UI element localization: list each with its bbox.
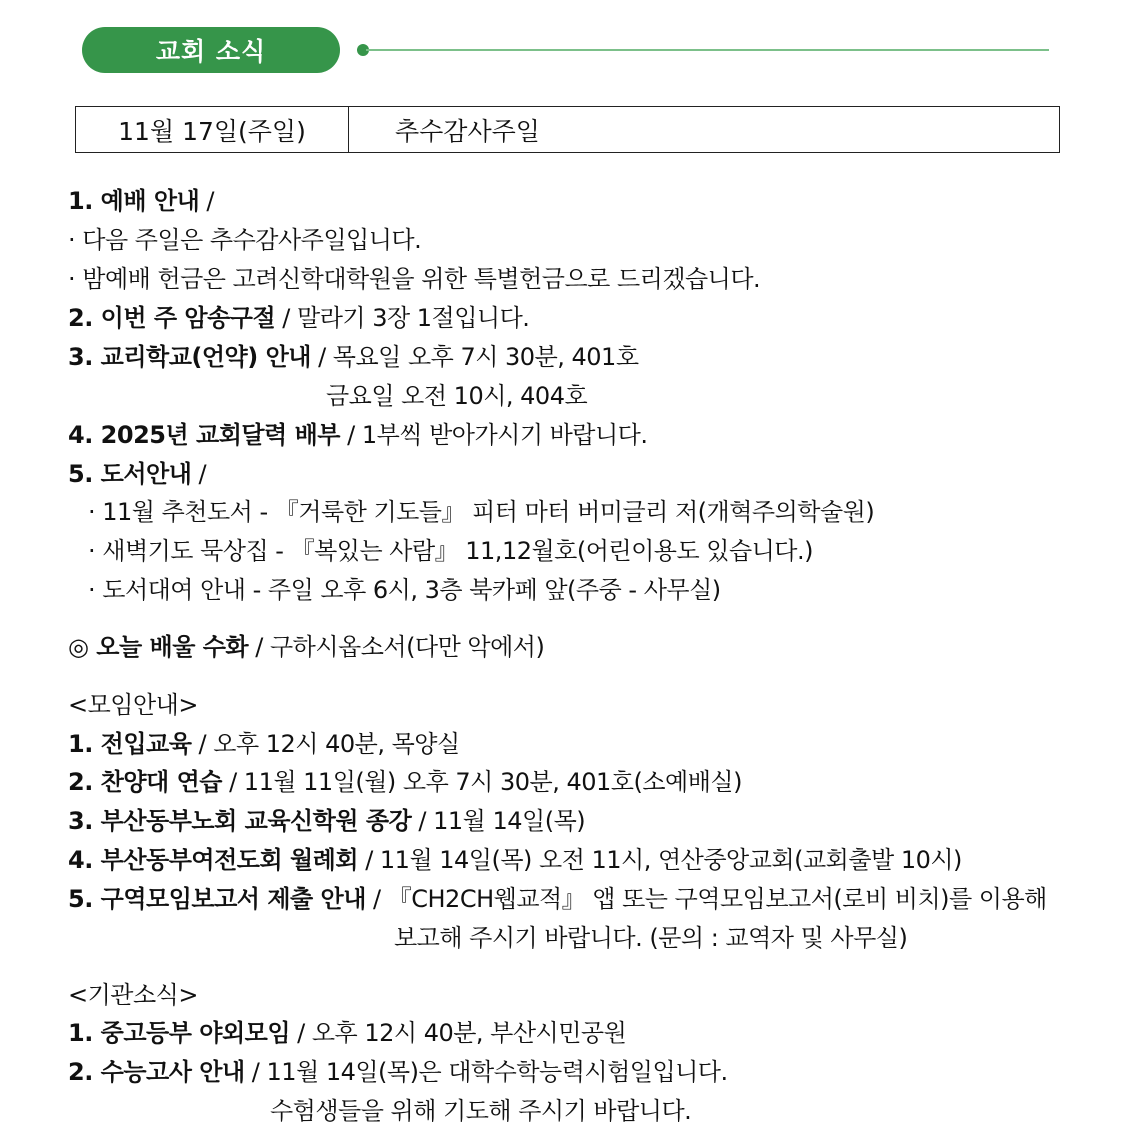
line-text: / 오후 12시 40분, 부산시민공원 (290, 1019, 627, 1047)
line-heading: 2. 찬양대 연습 (68, 768, 222, 796)
news-line (88, 496, 874, 528)
news-line (68, 263, 760, 295)
line-text: · 다음 주일은 추수감사주일입니다. (68, 226, 422, 254)
line-heading: 1. 중고등부 야외모임 (68, 1019, 290, 1047)
line-text: / (199, 187, 214, 215)
line-text: <기관소식> (68, 981, 198, 1009)
news-line (88, 535, 813, 567)
line-heading: 2. 이번 주 암송구절 (68, 304, 276, 332)
line-heading: 4. 부산동부여전도회 월례회 (68, 846, 359, 874)
line-heading: 2. 수능고사 안내 (68, 1058, 245, 1086)
news-line (68, 1056, 728, 1088)
news-line (88, 574, 721, 606)
section-title: 교회 소식 (82, 27, 340, 73)
line-text: / 1부씩 받아가시기 바랍니다. (339, 421, 648, 449)
line-text: / 11월 14일(목) 오전 11시, 연산중앙교회(교회출발 10시) (358, 846, 962, 874)
line-text: / 11월 11일(월) 오후 7시 30분, 401호(소예배실) (221, 768, 742, 796)
news-line (68, 224, 421, 256)
line-text: / 11월 14일(목) (411, 807, 586, 835)
line-text: · 도서대여 안내 - 주일 오후 6시, 3층 북카페 앞(주중 - 사무실) (88, 576, 721, 604)
line-heading: 5. 도서안내 (68, 460, 192, 488)
line-heading: 3. 교리학교(언약) 안내 (68, 343, 311, 371)
line-text: <모임안내> (68, 691, 198, 719)
news-line (68, 883, 1047, 915)
line-text: / 구하시옵소서(다만 악에서) (248, 633, 545, 661)
line-text: · 밤예배 헌금은 고려신학대학원을 위한 특별헌금으로 드리겠습니다. (68, 265, 761, 293)
line-text: · 11월 추천도서 - 『거룩한 기도들』 피터 마터 버미글리 저(개혁주의학술원) (88, 498, 875, 526)
news-line (68, 766, 742, 798)
news-line (326, 380, 587, 412)
news-line (68, 1017, 626, 1049)
news-line (68, 631, 544, 663)
news-line (68, 341, 639, 373)
news-line (68, 805, 585, 837)
news-line (68, 185, 214, 217)
news-line (68, 689, 198, 721)
line-text: / 『CH2CH웹교적』 앱 또는 구역모임보고서(로비 비치)를 이용해 (365, 885, 1047, 913)
news-line (68, 728, 460, 760)
divider-line (366, 49, 1049, 51)
news-line (394, 922, 907, 954)
line-text: / 11월 14일(목)은 대학수학능력시험일입니다. (244, 1058, 728, 1086)
news-line (68, 419, 648, 451)
line-text: · 새벽기도 묵상집 - 『복있는 사람』 11,12월호(어린이용도 있습니다.) (88, 537, 813, 565)
date-box (75, 106, 1060, 153)
line-heading: 3. 부산동부노회 교육신학원 종강 (68, 807, 412, 835)
line-text: 수험생들을 위해 기도해 주시기 바랍니다. (270, 1097, 692, 1125)
line-heading: 1. 전입교육 (68, 730, 192, 758)
event-cell: 추수감사주일 (395, 116, 540, 146)
news-line (270, 1095, 691, 1127)
news-line (68, 458, 206, 490)
news-line (68, 302, 529, 334)
line-text: / 오후 12시 40분, 목양실 (191, 730, 460, 758)
line-heading: 4. 2025년 교회달력 배부 (68, 421, 340, 449)
news-line (68, 979, 198, 1011)
date-cell: 11월 17일(주일) (76, 107, 349, 152)
line-text: / 목요일 오후 7시 30분, 401호 (310, 343, 639, 371)
news-line (68, 844, 962, 876)
line-text: / 말라기 3장 1절입니다. (275, 304, 530, 332)
line-text: 보고해 주시기 바랍니다. (문의 : 교역자 및 사무실) (394, 924, 908, 952)
line-heading: 5. 구역모임보고서 제출 안내 (68, 885, 366, 913)
line-heading: 1. 예배 안내 (68, 187, 200, 215)
line-text: / (191, 460, 207, 488)
line-heading: ◎ 오늘 배울 수화 (68, 633, 249, 661)
line-text: 금요일 오전 10시, 404호 (326, 382, 588, 410)
